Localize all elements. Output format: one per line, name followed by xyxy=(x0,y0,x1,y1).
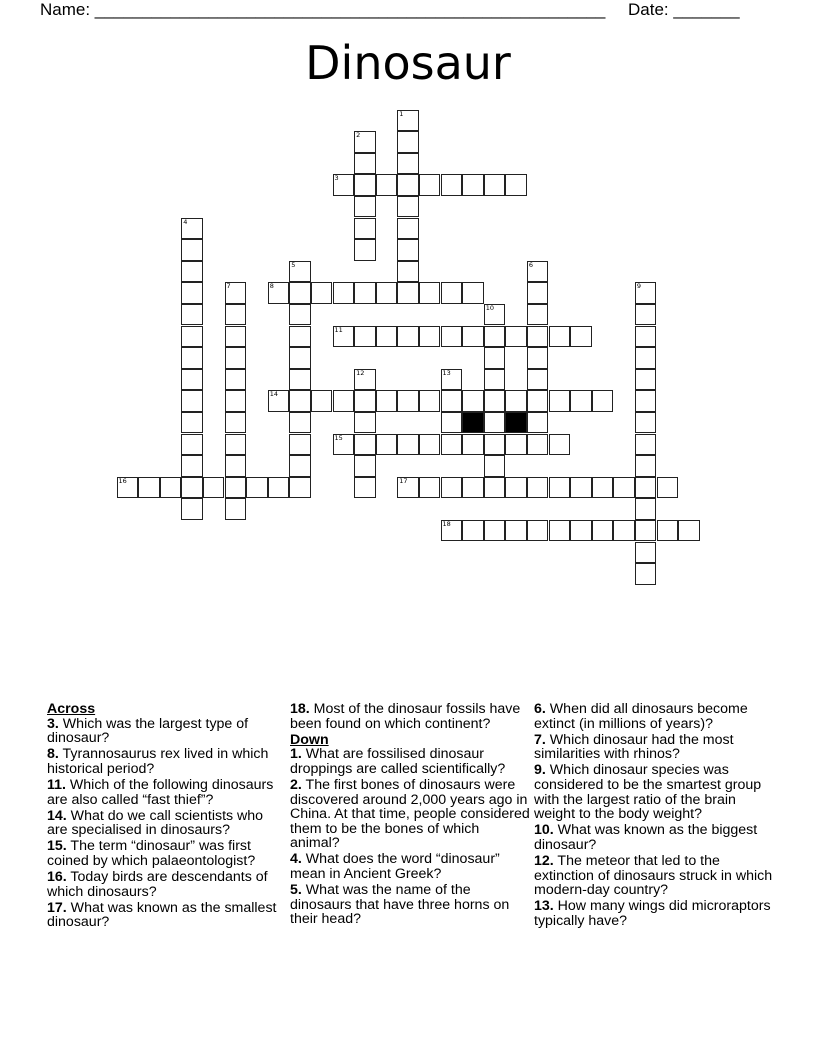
crossword-cell[interactable] xyxy=(225,498,247,520)
crossword-cell[interactable] xyxy=(354,218,376,240)
crossword-cell[interactable] xyxy=(484,326,506,348)
crossword-cell[interactable] xyxy=(484,455,506,477)
across-heading: Across xyxy=(47,701,96,717)
crossword-cell[interactable] xyxy=(181,477,203,499)
crossword-cell[interactable] xyxy=(181,282,203,304)
crossword-cell[interactable] xyxy=(635,347,657,369)
crossword-cell[interactable] xyxy=(289,434,311,456)
crossword-cell[interactable] xyxy=(527,369,549,391)
clue-text: The meteor that led to the extinction of dinosaurs struck in which modern-day country? xyxy=(534,852,773,899)
crossword-cell[interactable] xyxy=(289,326,311,348)
down-clue xyxy=(534,702,774,731)
crossword-cell[interactable] xyxy=(181,304,203,326)
crossword-cell[interactable] xyxy=(635,434,657,456)
clue-text: Which dinosaur had the most similarities with rhinos? xyxy=(534,731,734,763)
crossword-cell[interactable] xyxy=(246,477,268,499)
crossword-cell[interactable] xyxy=(462,326,484,348)
clue-text: Which dinosaur species was considered to be the smartest group with the largest ratio of the brain weight to the body weight? xyxy=(534,762,762,823)
crossword-cell[interactable] xyxy=(484,304,506,326)
crossword-cell[interactable] xyxy=(397,477,419,499)
crossword-cell[interactable] xyxy=(527,412,549,434)
crossword-cell[interactable] xyxy=(397,282,419,304)
crossword-cell[interactable] xyxy=(117,477,139,499)
clue-number: 1 xyxy=(399,109,404,118)
crossword-cell[interactable] xyxy=(462,520,484,542)
crossword-cell[interactable] xyxy=(160,477,182,499)
crossword-cell[interactable] xyxy=(225,434,247,456)
crossword-cell[interactable] xyxy=(441,369,463,391)
crossword-cell[interactable] xyxy=(311,282,333,304)
clue-number: 18 xyxy=(442,519,451,528)
crossword-cell[interactable] xyxy=(181,369,203,391)
clue-number: 9. xyxy=(534,762,546,779)
crossword-cell[interactable] xyxy=(354,174,376,196)
black-square xyxy=(462,412,484,434)
crossword-cell[interactable] xyxy=(397,110,419,132)
clue-number: 6. xyxy=(534,701,546,717)
crossword-cell[interactable] xyxy=(505,477,527,499)
crossword-cell[interactable] xyxy=(419,282,441,304)
crossword-cell[interactable] xyxy=(549,390,571,412)
crossword-cell[interactable] xyxy=(289,412,311,434)
clue-number: 11 xyxy=(334,325,343,334)
clue-number: 9 xyxy=(636,282,642,291)
crossword-cell[interactable] xyxy=(613,520,635,542)
crossword-cell[interactable] xyxy=(225,412,247,434)
across-clue xyxy=(47,809,287,838)
crossword-cell[interactable] xyxy=(225,477,247,499)
crossword-cell[interactable] xyxy=(527,304,549,326)
crossword-cell[interactable] xyxy=(397,261,419,283)
crossword-cell[interactable] xyxy=(181,412,203,434)
crossword-cell[interactable] xyxy=(635,542,657,564)
across-clue xyxy=(47,717,287,746)
crossword-cell[interactable] xyxy=(419,477,441,499)
name-field[interactable]: Name: ______________________________________________________ xyxy=(40,0,606,19)
crossword-cell[interactable] xyxy=(484,347,506,369)
crossword-cell[interactable] xyxy=(657,477,679,499)
down-clue xyxy=(534,854,774,898)
down-clue xyxy=(290,852,530,881)
black-square xyxy=(505,412,527,434)
clue-number: 12. xyxy=(534,852,554,869)
crossword-cell[interactable] xyxy=(268,390,290,412)
crossword-cell[interactable] xyxy=(268,477,290,499)
crossword-cell[interactable] xyxy=(397,390,419,412)
clue-number: 17 xyxy=(399,476,408,485)
crossword-cell[interactable] xyxy=(419,326,441,348)
clue-text: Most of the dinosaur fossils have been found on which continent? xyxy=(290,701,521,732)
crossword-cell[interactable] xyxy=(397,326,419,348)
crossword-cell[interactable] xyxy=(181,347,203,369)
clue-number: 13. xyxy=(534,898,554,915)
crossword-cell[interactable] xyxy=(678,520,700,542)
crossword-cell[interactable] xyxy=(570,390,592,412)
crossword-cell[interactable] xyxy=(527,326,549,348)
crossword-cell[interactable] xyxy=(333,390,355,412)
crossword-cell[interactable] xyxy=(527,282,549,304)
crossword-cell[interactable] xyxy=(289,390,311,412)
crossword-cell[interactable] xyxy=(181,326,203,348)
crossword-cell[interactable] xyxy=(484,369,506,391)
crossword-cell[interactable] xyxy=(333,326,355,348)
crossword-cell[interactable] xyxy=(354,326,376,348)
crossword-cell[interactable] xyxy=(225,347,247,369)
crossword-cell[interactable] xyxy=(635,520,657,542)
crossword-cell[interactable] xyxy=(289,455,311,477)
clue-number: 2. xyxy=(290,776,302,793)
crossword-cell[interactable] xyxy=(397,174,419,196)
crossword-cell[interactable] xyxy=(441,477,463,499)
clue-number: 2 xyxy=(356,131,361,140)
clue-text: What was the name of the dinosaurs that have three horns on their head? xyxy=(290,882,510,928)
crossword-cell[interactable] xyxy=(397,434,419,456)
crossword-cell[interactable] xyxy=(354,455,376,477)
crossword-cell[interactable] xyxy=(441,282,463,304)
crossword-cell[interactable] xyxy=(181,218,203,240)
crossword-cell[interactable] xyxy=(613,477,635,499)
crossword-cell[interactable] xyxy=(225,455,247,477)
clue-text: What was known as the biggest dinosaur? xyxy=(534,822,758,853)
crossword-cell[interactable] xyxy=(635,498,657,520)
crossword-cell[interactable] xyxy=(354,477,376,499)
crossword-cell[interactable] xyxy=(203,477,225,499)
clue-number: 3 xyxy=(334,174,339,183)
clue-text: When did all dinosaurs become extinct (in millions of years)? xyxy=(534,701,748,732)
crossword-cell[interactable] xyxy=(441,174,463,196)
crossword-cell[interactable] xyxy=(505,434,527,456)
crossword-cell[interactable] xyxy=(419,434,441,456)
crossword-cell[interactable] xyxy=(484,174,506,196)
crossword-cell[interactable] xyxy=(484,412,506,434)
clue-number: 13 xyxy=(442,368,451,377)
down-clue xyxy=(290,883,530,927)
across-clue xyxy=(47,901,287,930)
crossword-cell[interactable] xyxy=(441,390,463,412)
clue-number: 4 xyxy=(183,217,188,226)
down-clue xyxy=(534,823,774,852)
crossword-cell[interactable] xyxy=(635,412,657,434)
clue-number: 15 xyxy=(334,433,343,442)
crossword-cell[interactable] xyxy=(592,477,614,499)
crossword-cell[interactable] xyxy=(333,282,355,304)
crossword-cell[interactable] xyxy=(635,455,657,477)
crossword-cell[interactable] xyxy=(376,434,398,456)
down-clue xyxy=(534,899,774,928)
crossword-cell[interactable] xyxy=(570,520,592,542)
crossword-cell[interactable] xyxy=(181,390,203,412)
clue-text: What was known as the smallest dinosaur? xyxy=(47,899,277,931)
clue-number: 7. xyxy=(534,731,546,748)
clue-number: 4. xyxy=(290,851,302,868)
crossword-cell[interactable] xyxy=(289,347,311,369)
crossword-cell[interactable] xyxy=(225,326,247,348)
crossword-cell[interactable] xyxy=(462,282,484,304)
crossword-cell[interactable] xyxy=(527,347,549,369)
crossword-cell[interactable] xyxy=(354,369,376,391)
crossword-cell[interactable] xyxy=(570,477,592,499)
crossword-cell[interactable] xyxy=(635,563,657,585)
crossword-cell[interactable] xyxy=(657,520,679,542)
clues-column-1 xyxy=(47,702,287,931)
clue-number: 7 xyxy=(226,282,231,291)
crossword-cell[interactable] xyxy=(462,390,484,412)
crossword-cell[interactable] xyxy=(181,239,203,261)
crossword-cell[interactable] xyxy=(181,455,203,477)
crossword-cell[interactable] xyxy=(354,434,376,456)
clue-text: Tyrannosaurus rex lived in which historical period? xyxy=(47,746,269,777)
page-title: Dinosaur xyxy=(305,36,511,90)
clue-number: 8 xyxy=(269,282,274,291)
down-clue xyxy=(534,763,774,821)
clue-number: 17. xyxy=(47,899,67,916)
clue-number: 18. xyxy=(290,701,310,717)
crossword-cell[interactable] xyxy=(354,131,376,153)
clue-number: 10. xyxy=(534,822,554,839)
clue-number: 16. xyxy=(47,869,67,886)
crossword-cell[interactable] xyxy=(527,477,549,499)
across-clue xyxy=(47,870,287,899)
crossword-cell[interactable] xyxy=(441,520,463,542)
crossword-cell[interactable] xyxy=(549,477,571,499)
crossword-cell[interactable] xyxy=(376,326,398,348)
clue-number: 8. xyxy=(47,746,59,763)
crossword-cell[interactable] xyxy=(289,261,311,283)
crossword-cell[interactable] xyxy=(419,390,441,412)
crossword-cell[interactable] xyxy=(635,326,657,348)
crossword-cell[interactable] xyxy=(441,412,463,434)
clue-text: How many wings did microraptors typically have? xyxy=(534,898,771,929)
crossword-cell[interactable] xyxy=(181,498,203,520)
crossword-cell[interactable] xyxy=(181,261,203,283)
clue-text: Today birds are descendants of which dinosaurs? xyxy=(47,869,268,900)
crossword-cell[interactable] xyxy=(289,304,311,326)
across-clue xyxy=(47,839,287,868)
crossword-cell[interactable] xyxy=(635,477,657,499)
crossword-cell[interactable] xyxy=(181,434,203,456)
crossword-cell[interactable] xyxy=(592,390,614,412)
crossword-cell[interactable] xyxy=(462,477,484,499)
crossword-cell[interactable] xyxy=(549,434,571,456)
crossword-cell[interactable] xyxy=(527,434,549,456)
clue-number: 3. xyxy=(47,715,59,732)
crossword-cell[interactable] xyxy=(289,282,311,304)
down-clue xyxy=(534,733,774,762)
crossword-cell[interactable] xyxy=(484,520,506,542)
down-clue xyxy=(290,747,530,776)
crossword-cell[interactable] xyxy=(527,261,549,283)
crossword-cell[interactable] xyxy=(397,153,419,175)
crossword-cell[interactable] xyxy=(505,326,527,348)
clue-number: 10 xyxy=(485,303,494,312)
across-clue xyxy=(47,747,287,776)
crossword-cell[interactable] xyxy=(549,520,571,542)
across-clue xyxy=(47,778,287,807)
crossword-cell[interactable] xyxy=(570,326,592,348)
clue-number: 14. xyxy=(47,807,67,824)
crossword-cell[interactable] xyxy=(397,218,419,240)
clue-number: 14 xyxy=(269,390,278,399)
crossword-cell[interactable] xyxy=(354,239,376,261)
clue-number: 1. xyxy=(290,746,302,763)
crossword-cell[interactable] xyxy=(462,434,484,456)
clue-text: What are fossilised dinosaur droppings are called scientifically? xyxy=(290,746,506,777)
crossword-cell[interactable] xyxy=(268,282,290,304)
crossword-cell[interactable] xyxy=(354,282,376,304)
clues-column-3 xyxy=(534,702,774,930)
crossword-cell[interactable] xyxy=(354,412,376,434)
clues-column-2 xyxy=(290,702,530,928)
clue-number: 12 xyxy=(356,368,365,377)
crossword-cell[interactable] xyxy=(505,390,527,412)
crossword-cell[interactable] xyxy=(592,520,614,542)
down-heading: Down xyxy=(290,731,329,748)
clue-number: 6 xyxy=(528,260,534,269)
crossword-cell[interactable] xyxy=(397,239,419,261)
crossword-cell[interactable] xyxy=(441,434,463,456)
crossword-cell[interactable] xyxy=(333,434,355,456)
crossword-cell[interactable] xyxy=(505,520,527,542)
crossword-cell[interactable] xyxy=(225,304,247,326)
crossword-cell[interactable] xyxy=(635,390,657,412)
crossword-cell[interactable] xyxy=(419,174,441,196)
crossword-cell[interactable] xyxy=(484,477,506,499)
date-field[interactable]: Date: _______ xyxy=(628,0,740,19)
clue-text: Which was the largest type of dinosaur? xyxy=(47,715,249,747)
crossword-cell[interactable] xyxy=(397,196,419,218)
crossword-cell[interactable] xyxy=(376,174,398,196)
crossword-cell[interactable] xyxy=(354,196,376,218)
crossword-cell[interactable] xyxy=(311,390,333,412)
crossword-cell[interactable] xyxy=(376,282,398,304)
crossword-cell[interactable] xyxy=(225,390,247,412)
clue-number: 15. xyxy=(47,838,67,855)
crossword-cell[interactable] xyxy=(484,390,506,412)
across-clue xyxy=(290,702,530,731)
crossword-cell[interactable] xyxy=(225,369,247,391)
crossword-cell[interactable] xyxy=(376,390,398,412)
crossword-cell[interactable] xyxy=(333,174,355,196)
clue-number: 11. xyxy=(47,776,66,793)
crossword-cell[interactable] xyxy=(635,304,657,326)
clue-number: 16 xyxy=(118,476,127,485)
clue-text: Which of the following dinosaurs are also called “fast thief”? xyxy=(47,776,274,808)
clue-text: The term “dinosaur” was first coined by which palaeontologist? xyxy=(47,838,256,869)
crossword-cell[interactable] xyxy=(354,390,376,412)
crossword-cell[interactable] xyxy=(289,477,311,499)
crossword-cell[interactable] xyxy=(635,369,657,391)
down-clue xyxy=(290,778,530,851)
crossword-cell[interactable] xyxy=(138,477,160,499)
crossword-cell[interactable] xyxy=(397,131,419,153)
crossword-cell[interactable] xyxy=(354,153,376,175)
clue-number: 5 xyxy=(291,260,296,269)
crossword-cell[interactable] xyxy=(635,282,657,304)
clue-text: The first bones of dinosaurs were discovered around 2,000 years ago in China. At that time, people considered them to be the bones of which animal? xyxy=(290,776,530,852)
crossword-cell[interactable] xyxy=(289,369,311,391)
crossword-cell[interactable] xyxy=(441,326,463,348)
crossword-cell[interactable] xyxy=(527,520,549,542)
clue-number: 5. xyxy=(290,882,302,899)
crossword-cell[interactable] xyxy=(549,326,571,348)
crossword-cell[interactable] xyxy=(527,390,549,412)
clue-text: What do we call scientists who are specialised in dinosaurs? xyxy=(47,807,264,839)
crossword-cell[interactable] xyxy=(225,282,247,304)
crossword-cell[interactable] xyxy=(484,434,506,456)
clue-text: What does the word “dinosaur” mean in Ancient Greek? xyxy=(290,851,500,883)
crossword-cell[interactable] xyxy=(505,174,527,196)
crossword-cell[interactable] xyxy=(462,174,484,196)
